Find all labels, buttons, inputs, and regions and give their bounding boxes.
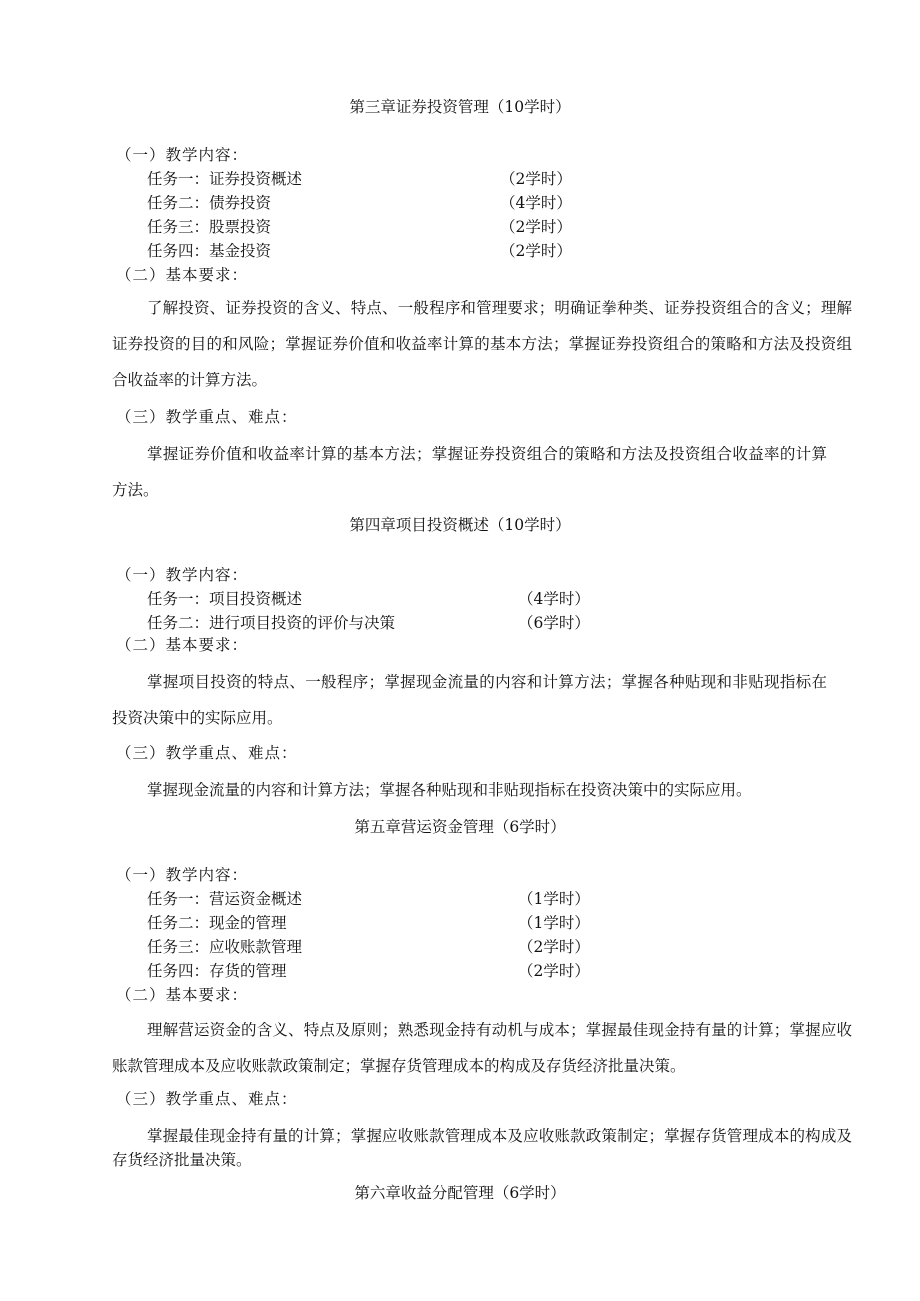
requirements-heading: （二）基本要求： <box>116 266 249 284</box>
key-points-heading: （三）教学重点、难点： <box>116 744 298 762</box>
task-hours: （1学时） <box>518 890 590 908</box>
task-name: 任务一：证券投资概述 <box>147 170 303 188</box>
task-hours: （2学时） <box>500 242 572 260</box>
task-hours: （2学时） <box>500 218 572 236</box>
content-heading: （一）教学内容： <box>116 146 249 164</box>
key-points-text: 掌握证券价值和收益率计算的基本方法；掌握证券投资组合的策略和方法及投资组合收益率的计算方法。 <box>112 445 827 499</box>
task-name: 任务一：项目投资概述 <box>147 590 303 608</box>
chapter-title: 第四章项目投资概述（10学时） <box>349 516 571 534</box>
chapter-title: 第五章营运资金管理（6学时） <box>354 818 566 836</box>
task-hours: （6学时） <box>518 614 590 632</box>
key-points-heading: （三）教学重点、难点： <box>116 408 298 426</box>
requirements-text: 理解营运资金的含义、特点及原则；熟悉现金持有动机与成本；掌握最佳现金持有量的计算；掌握应收账款管理成本及应收账款政策制定；掌握存货管理成本的构成及存货经济批量决策。 <box>112 1021 852 1075</box>
task-name: 任务一：营运资金概述 <box>147 890 303 908</box>
task-name: 任务二：现金的管理 <box>147 914 287 932</box>
task-hours: （4学时） <box>500 194 572 212</box>
task-name: 任务二：债券投资 <box>147 194 272 212</box>
task-hours: （2学时） <box>518 962 590 980</box>
task-name: 任务三：应收账款管理 <box>147 938 303 956</box>
content-heading: （一）教学内容： <box>116 566 249 584</box>
chapter-title: 第三章证券投资管理（10学时） <box>349 98 571 116</box>
key-points-text: 掌握现金流量的内容和计算方法；掌握各种贴现和非贴现指标在投资决策中的实际应用。 <box>147 781 752 799</box>
requirements-heading: （二）基本要求： <box>116 986 249 1004</box>
task-hours: （1学时） <box>518 914 590 932</box>
chapter-title: 第六章收益分配管理（6学时） <box>354 1184 566 1202</box>
task-name: 任务四：存货的管理 <box>147 962 287 980</box>
task-name: 任务四：基金投资 <box>147 242 272 260</box>
task-hours: （4学时） <box>518 590 590 608</box>
task-name: 任务二：进行项目投资的评价与决策 <box>147 614 396 632</box>
task-hours: （2学时） <box>500 170 572 188</box>
task-name: 任务三：股票投资 <box>147 218 272 236</box>
key-points-heading: （三）教学重点、难点： <box>116 1090 298 1108</box>
requirements-text: 掌握项目投资的特点、一般程序；掌握现金流量的内容和计算方法；掌握各种贴现和非贴现指标在投资决策中的实际应用。 <box>112 673 827 727</box>
requirements-text: 了解投资、证券投资的含义、特点、一般程序和管理要求；明确证拳种类、证券投资组合的含义；理解证券投资的目的和风险；掌握证券价值和收益率计算的基本方法；掌握证券投资组合的策略和方法及投资组合收益率的计算方法。 <box>112 299 852 389</box>
content-heading: （一）教学内容： <box>116 866 249 884</box>
requirements-heading: （二）基本要求： <box>116 636 249 654</box>
task-hours: （2学时） <box>518 938 590 956</box>
key-points-text: 掌握最佳现金持有量的计算；掌握应收账款管理成本及应收账款政策制定；掌握存货管理成本的构成及存货经济批量决策。 <box>112 1127 852 1169</box>
